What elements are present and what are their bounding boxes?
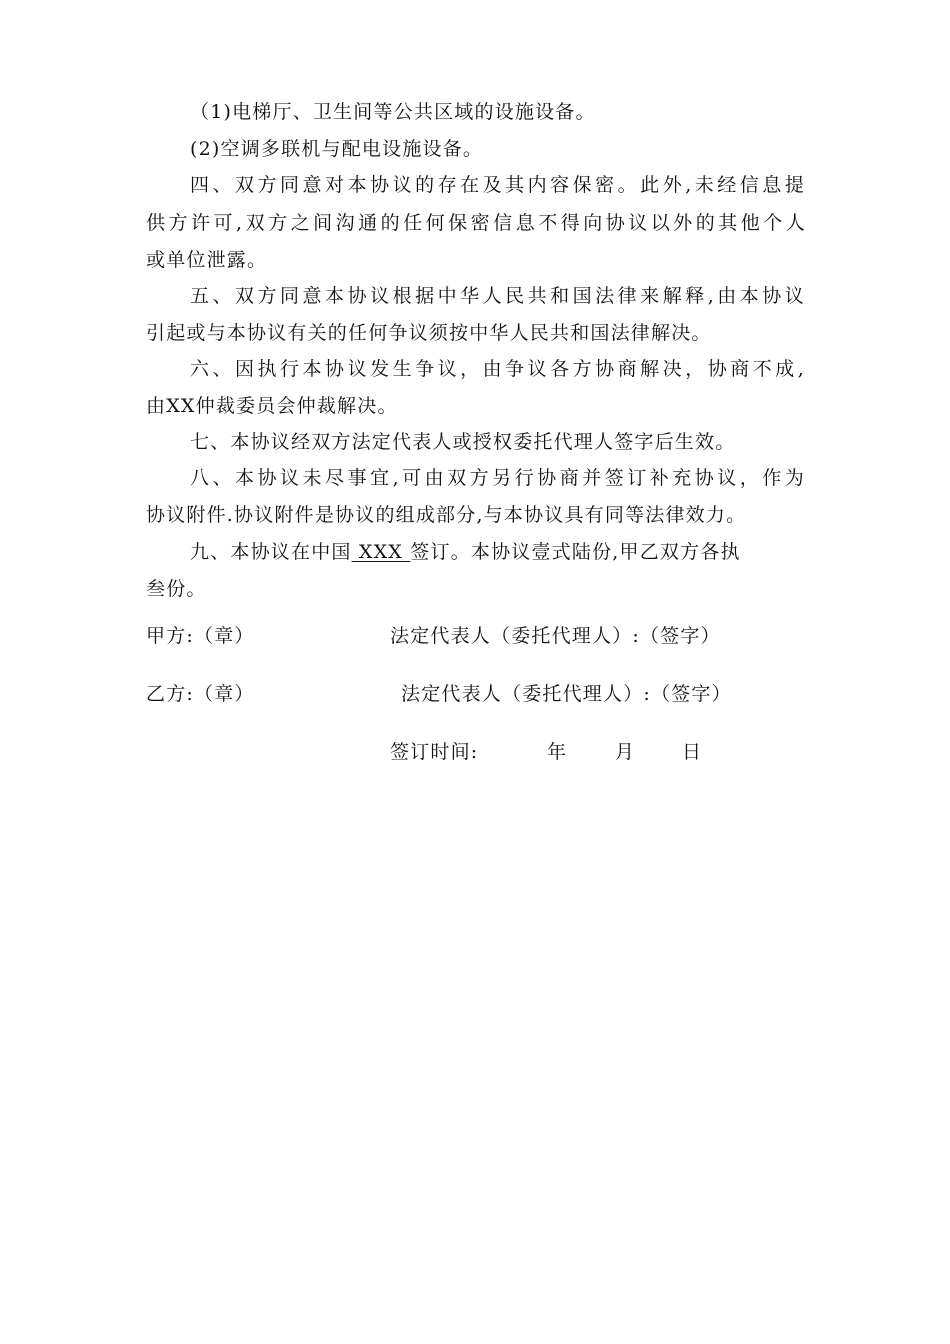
clause-8-line-2: 协议附件.协议附件是协议的组成部分,与本协议具有同等法律效力。	[146, 504, 747, 526]
item-1: （1)电梯厅、卫生间等公共区域的设施设备。	[190, 101, 596, 123]
clause-6-line-2: 由XX仲裁委员会仲裁解决。	[146, 395, 398, 417]
sign-date-year: 年	[547, 741, 568, 763]
clause-9-line-1	[190, 540, 741, 564]
party-a-seal: 甲方:（章）	[146, 625, 255, 647]
signing-place: XXX	[351, 541, 411, 563]
clause-8-line-1: 八、本协议未尽事宜,可由双方另行协商并签订补充协议，作为	[190, 467, 805, 489]
clause-9-suffix: 签订。本协议壹式陆份,甲乙双方各执	[410, 541, 741, 563]
clause-5-line-1: 五、双方同意本协议根据中华人民共和国法律来解释,由本协议	[190, 285, 805, 307]
clause-9-prefix: 九、本协议在中国	[190, 541, 352, 563]
sign-date-label: 签订时间:	[390, 741, 479, 763]
clause-4-line-1: 四、双方同意对本协议的存在及其内容保密。此外,未经信息提	[190, 174, 805, 196]
item-2: (2)空调多联机与配电设施设备。	[190, 138, 484, 160]
clause-4-line-3: 或单位泄露。	[146, 249, 268, 271]
clause-7-line-1: 七、本协议经双方法定代表人或授权委托代理人签字后生效。	[190, 431, 736, 453]
party-a-representative: 法定代表人（委托代理人）:（签字）	[390, 625, 721, 647]
clause-6-line-1: 六、因执行本协议发生争议，由争议各方协商解决，协商不成,	[190, 358, 805, 380]
clause-9-line-2: 叁份。	[146, 578, 207, 600]
sign-date-month: 月	[615, 741, 636, 763]
party-b-seal: 乙方:（章）	[146, 683, 255, 705]
clause-4-line-2: 供方许可,双方之间沟通的任何保密信息不得向协议以外的其他个人	[146, 212, 806, 234]
clause-5-line-2: 引起或与本协议有关的任何争议须按中华人民共和国法律解决。	[146, 322, 712, 344]
party-b-representative: 法定代表人（委托代理人）:（签字）	[401, 683, 732, 705]
sign-date-day: 日	[682, 741, 703, 763]
